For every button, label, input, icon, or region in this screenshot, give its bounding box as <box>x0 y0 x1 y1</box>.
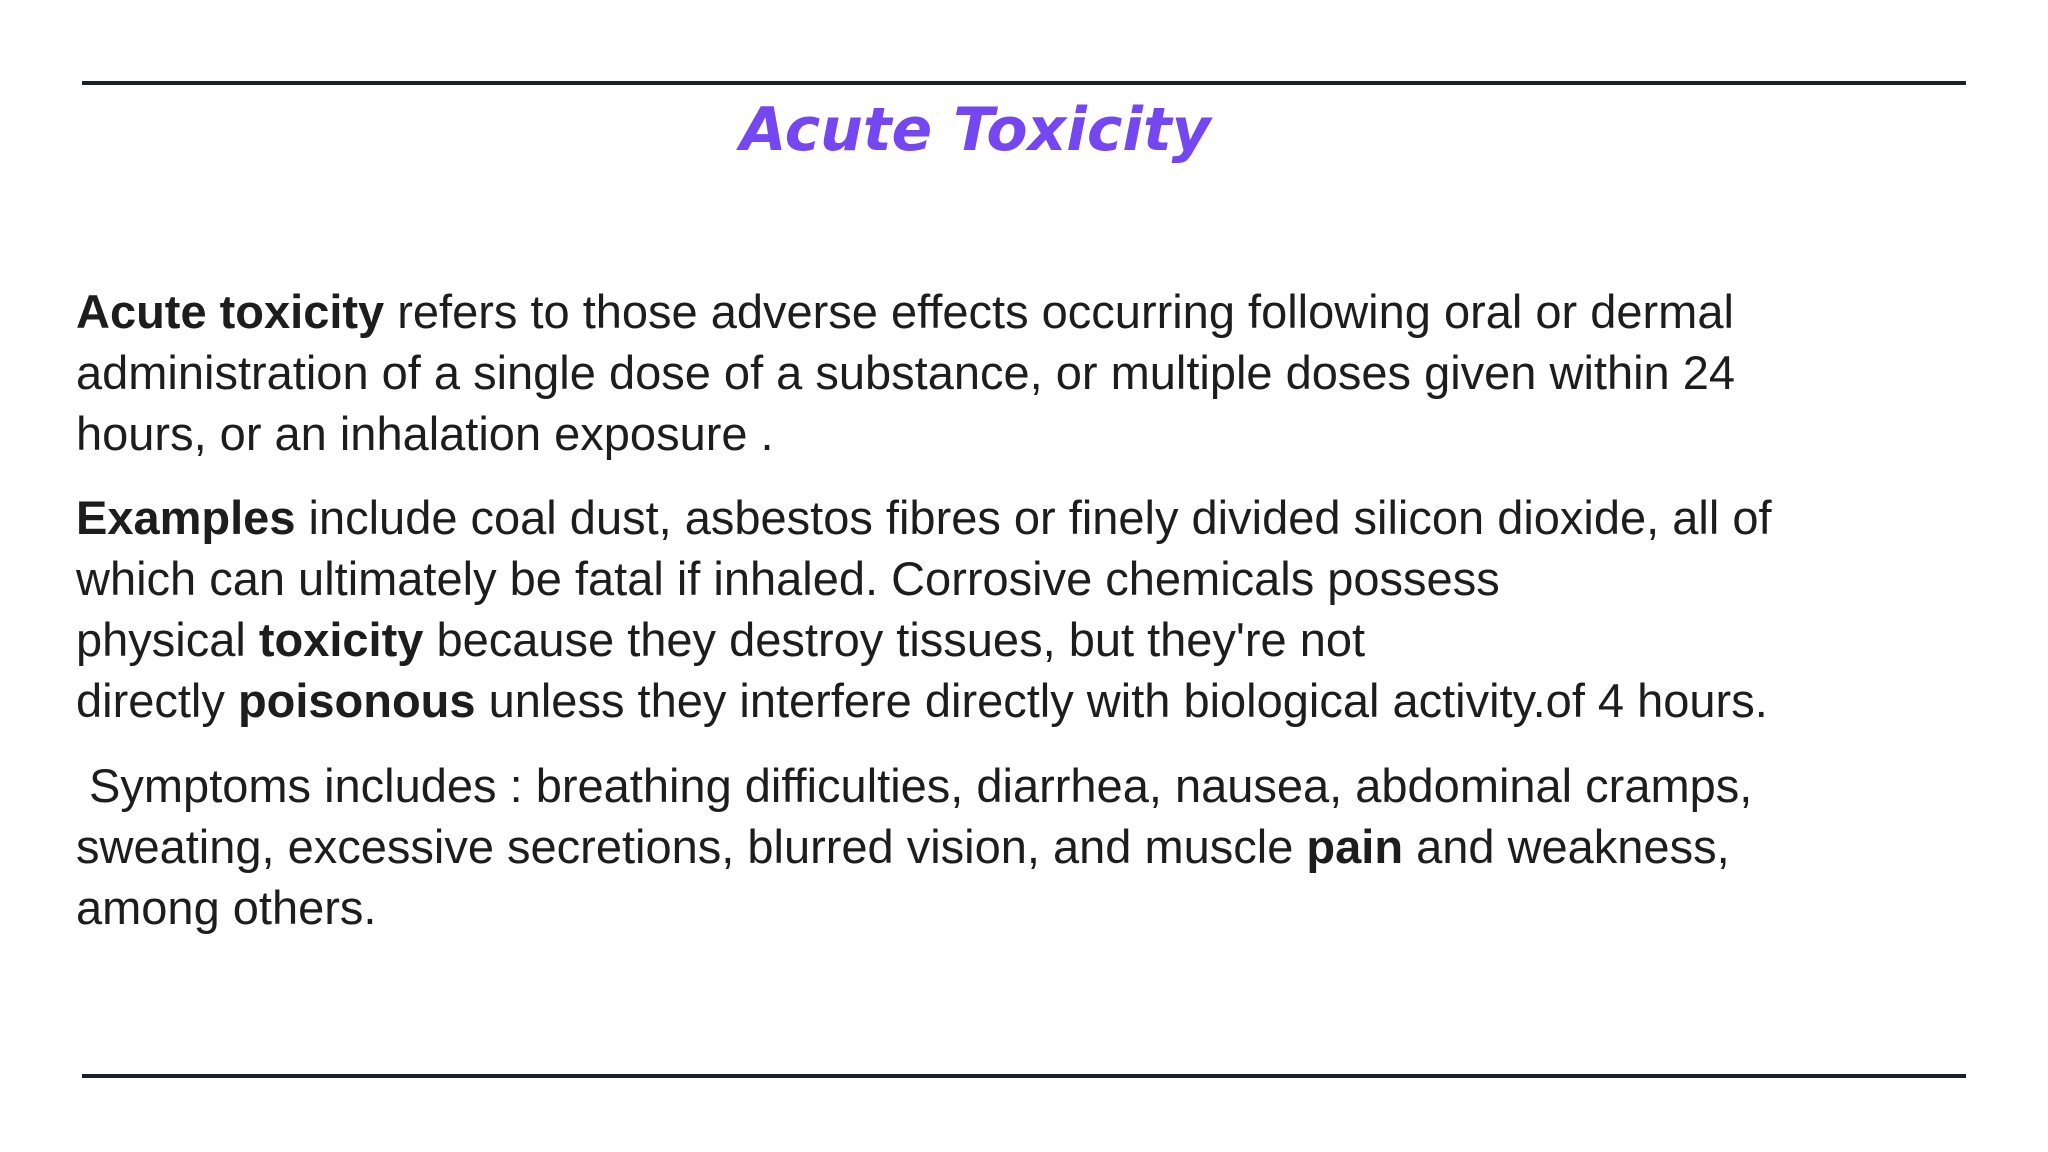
paragraph-line <box>76 403 1976 464</box>
paragraph-line <box>76 281 1976 342</box>
bold-term: toxicity <box>258 613 424 666</box>
bold-term: poisonous <box>237 674 476 727</box>
text-run: unless they interfere directly with biological activity.of 4 hours. <box>475 674 1768 727</box>
text-run: Symptoms includes : breathing difficulties, diarrhea, nausea, abdominal cramps, <box>76 759 1753 812</box>
paragraph-line <box>76 548 1976 609</box>
paragraph-line <box>76 816 1976 877</box>
text-run: refers to those adverse effects occurring following oral or dermal <box>384 285 1734 338</box>
bold-term: Examples <box>76 491 296 544</box>
paragraph-line <box>76 487 1976 548</box>
text-run: which can ultimately be fatal if inhaled. Corrosive chemicals possess <box>76 552 1500 605</box>
top-divider <box>82 81 1966 85</box>
paragraph-line <box>76 342 1976 403</box>
text-run: directly <box>76 674 238 727</box>
bold-term: pain <box>1306 820 1404 873</box>
paragraph-line <box>76 670 1976 731</box>
slide-title: Acute Toxicity <box>740 95 1211 165</box>
text-run: include coal dust, asbestos fibres or finely divided silicon dioxide, all of <box>295 491 1772 544</box>
text-run: among others. <box>76 881 377 934</box>
text-run: and weakness, <box>1403 820 1730 873</box>
text-run: physical <box>76 613 259 666</box>
text-run: sweating, excessive secretions, blurred vision, and muscle <box>76 820 1307 873</box>
bottom-divider <box>82 1074 1966 1078</box>
bold-term: Acute toxicity <box>76 285 385 338</box>
paragraph-line <box>76 609 1976 670</box>
text-run: administration of a single dose of a substance, or multiple doses given within 24 <box>76 346 1735 399</box>
paragraph-definition <box>76 281 1976 464</box>
text-run: hours, or an inhalation exposure . <box>76 407 774 460</box>
paragraph-line <box>76 755 1976 816</box>
paragraph-line <box>76 877 1976 938</box>
paragraph-symptoms <box>76 755 1976 938</box>
paragraph-examples <box>76 487 1976 731</box>
text-run: because they destroy tissues, but they're not <box>423 613 1366 666</box>
